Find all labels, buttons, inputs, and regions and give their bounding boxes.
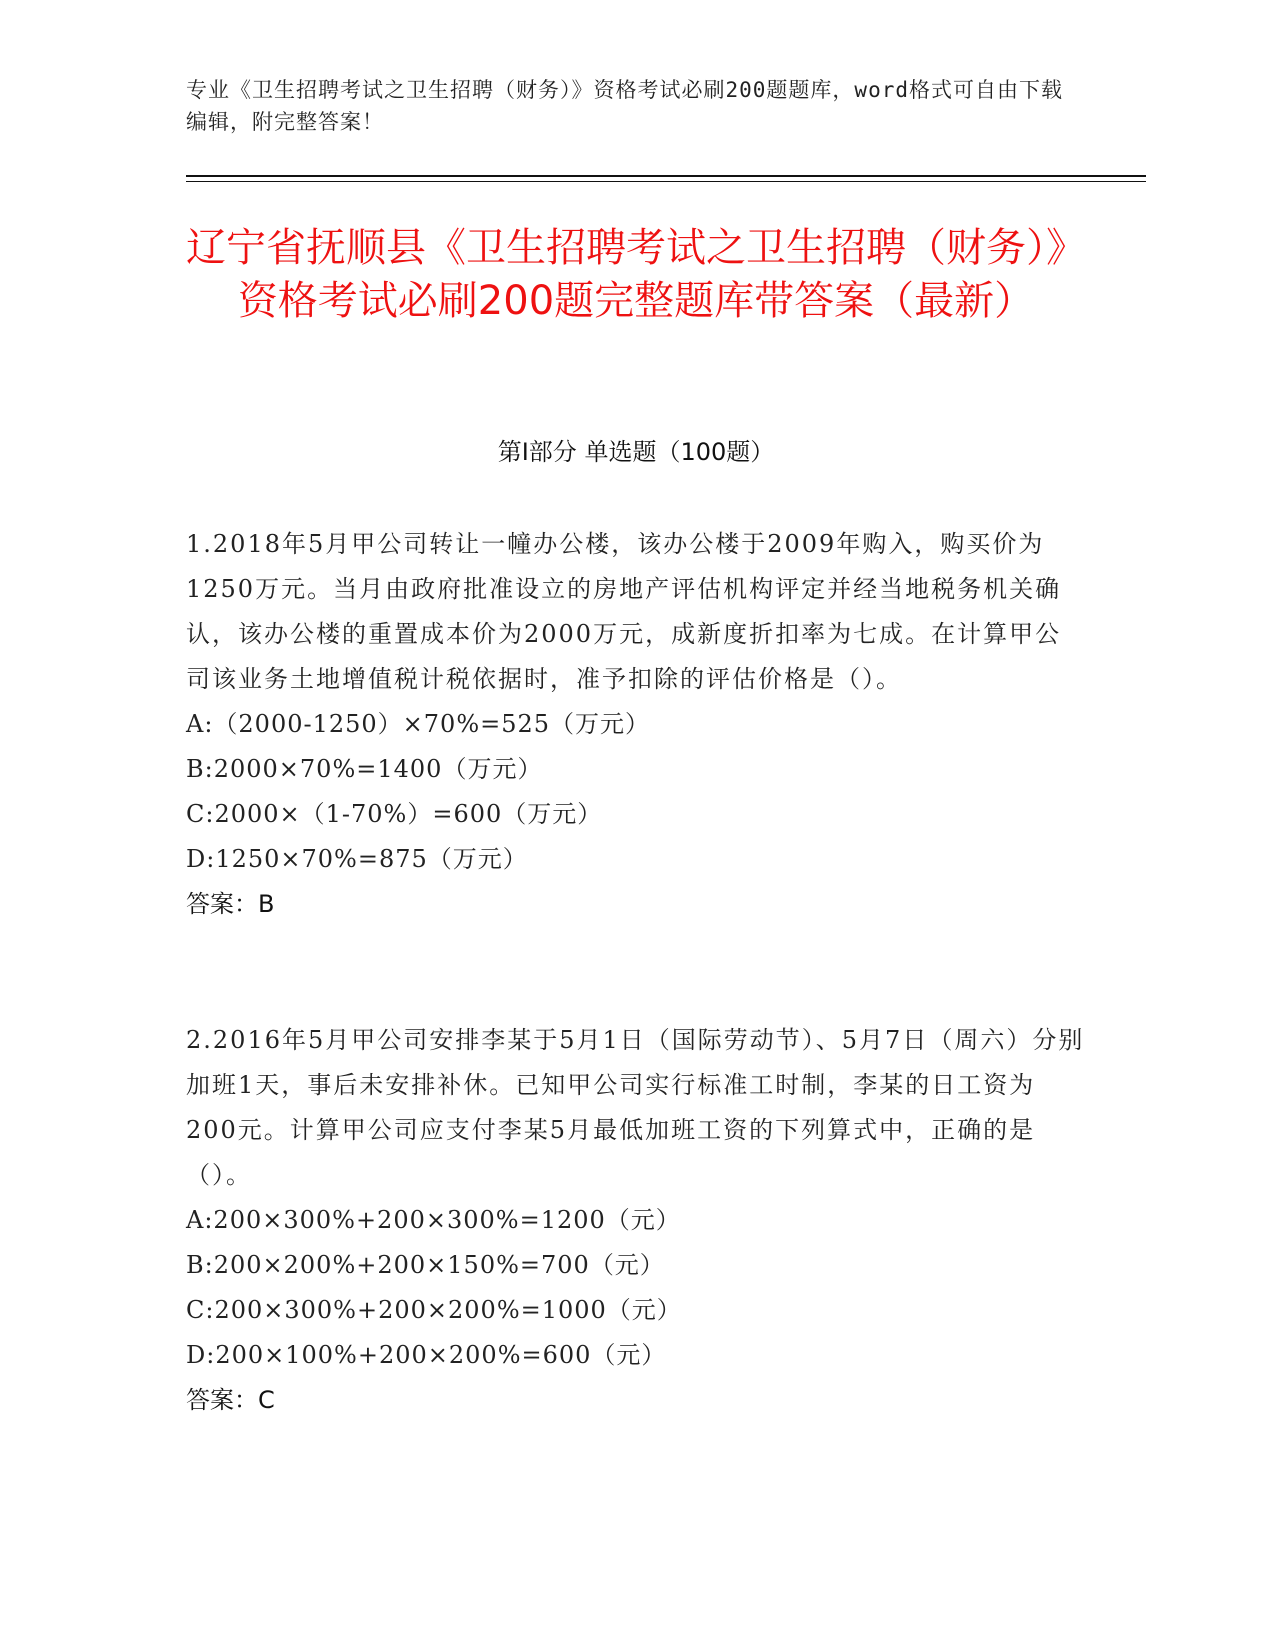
answer-label: 答案：B (186, 890, 275, 918)
answer-label: 答案：C (186, 1386, 275, 1414)
question-2 (186, 1018, 1086, 1423)
section-heading: 第I部分 单选题（100题） (497, 438, 775, 466)
option-a: A:（2000-1250）×70%=525（万元） (186, 710, 651, 738)
option-c: C:2000×（1-70%）=600（万元） (186, 800, 603, 828)
option-b: B:2000×70%=1400（万元） (186, 755, 543, 783)
header-divider-thin (186, 181, 1146, 182)
document-title: 辽宁省抚顺县《卫生招聘考试之卫生招聘（财务）》资格考试必刷200题完整题库带答案（最新） (186, 225, 1086, 324)
header-note: 专业《卫生招聘考试之卫生招聘（财务）》资格考试必刷200题题库，word格式可自由下载编辑，附完整答案！ (186, 78, 1063, 134)
option-d: D:1250×70%=875（万元） (186, 845, 528, 873)
question-stem: 1.2018年5月甲公司转让一幢办公楼，该办公楼于2009年购入，购买价为1250万元。当月由政府批准设立的房地产评估机构评定并经当地税务机关确认，该办公楼的重置成本价为2000万元，成新度折扣率为七成。在计算甲公司该业务土地增值税计税依据时，准予扣除的评估价格是（）。 (186, 530, 1062, 693)
header-divider-thick (186, 175, 1146, 177)
option-a: A:200×300%+200×300%=1200（元） (186, 1206, 681, 1234)
option-c: C:200×300%+200×200%=1000（元） (186, 1296, 682, 1324)
option-d: D:200×100%+200×200%=600（元） (186, 1341, 667, 1369)
question-1 (186, 522, 1086, 927)
question-stem: 2.2016年5月甲公司安排李某于5月1日（国际劳动节）、5月7日（周六）分别加班1天，事后未安排补休。已知甲公司实行标准工时制，李某的日工资为200元。计算甲公司应支付李某5月最低加班工资的下列算式中，正确的是（）。 (186, 1026, 1085, 1189)
option-b: B:200×200%+200×150%=700（元） (186, 1251, 665, 1279)
